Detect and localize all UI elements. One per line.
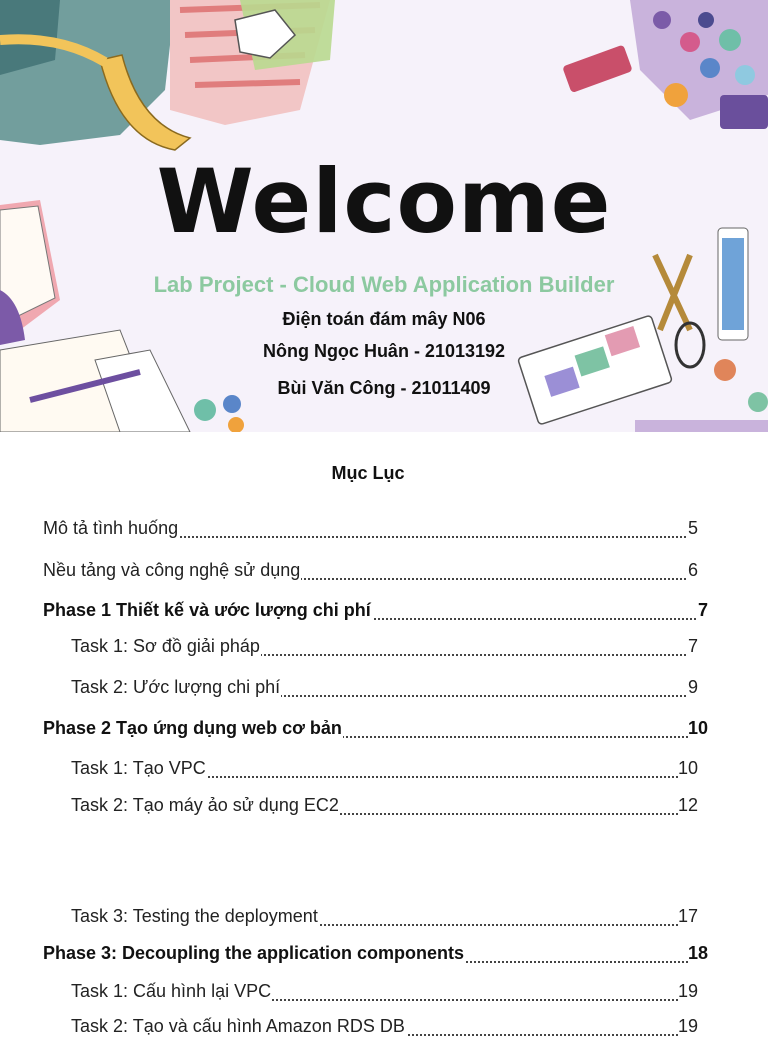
toc-entry[interactable]	[0, 943, 768, 967]
toc-page-number: 7	[697, 600, 708, 620]
cover-banner	[0, 0, 768, 432]
toc-page-number: 10	[687, 718, 708, 738]
toc-entry[interactable]	[0, 600, 768, 624]
toc-entry-title: Mô tả tình huống	[43, 518, 179, 538]
course-name: Điện toán đám mây N06	[282, 309, 486, 329]
toc-page-number: 6	[687, 560, 698, 580]
toc-entry-title: Task 1: Sơ đồ giải pháp	[71, 636, 260, 656]
toc-page-number: 19	[677, 1016, 698, 1036]
toc-entry[interactable]	[0, 981, 768, 1005]
toc-entry[interactable]	[0, 1016, 768, 1040]
toc-entry-title: Phase 2 Tạo ứng dụng web cơ bản	[43, 718, 342, 738]
toc-page-number: 17	[677, 906, 698, 926]
toc-entry-title: Task 3: Testing the deployment	[71, 906, 318, 926]
toc-entry-title: Task 2: Ước lượng chi phí	[71, 677, 281, 697]
toc-page-number: 5	[687, 518, 698, 538]
toc-page-number: 12	[677, 795, 698, 815]
toc-entry[interactable]	[0, 560, 768, 584]
toc-entry[interactable]	[0, 718, 768, 742]
toc-entry-title: Task 1: Cấu hình lại VPC	[71, 981, 272, 1001]
toc-page-number: 9	[687, 677, 698, 697]
toc-title: Mục Lục	[331, 463, 405, 483]
toc-page-number: 7	[687, 636, 698, 656]
toc-entry[interactable]	[0, 677, 768, 701]
member-1: Nông Ngọc Huân - 21013192	[262, 341, 506, 361]
member-2: Bùi Văn Công - 21011409	[277, 378, 491, 398]
toc-entry-title: Task 2: Tạo máy ảo sử dụng EC2	[71, 795, 339, 815]
toc-entry[interactable]	[0, 758, 768, 782]
toc-entry-title: Phase 3: Decoupling the application components	[43, 943, 465, 963]
toc-entry-title: Task 2: Tạo và cấu hình Amazon RDS DB	[71, 1016, 405, 1036]
toc-page-number: 10	[677, 758, 698, 778]
toc-entry[interactable]	[0, 906, 768, 930]
toc-entry[interactable]	[0, 518, 768, 542]
toc-entry-title: Nều tảng và công nghệ sử dụng	[43, 560, 301, 580]
toc-entry-title: Task 1: Tạo VPC	[71, 758, 206, 778]
toc-entry-title: Phase 1 Thiết kế và ước lượng chi phí	[43, 600, 371, 620]
toc-entry[interactable]	[0, 636, 768, 660]
toc-page-number: 19	[677, 981, 698, 1001]
toc-entry[interactable]	[0, 795, 768, 819]
toc-page-number: 18	[687, 943, 708, 963]
welcome-heading: Welcome	[156, 150, 612, 253]
project-subtitle: Lab Project - Cloud Web Application Builder	[153, 272, 615, 297]
